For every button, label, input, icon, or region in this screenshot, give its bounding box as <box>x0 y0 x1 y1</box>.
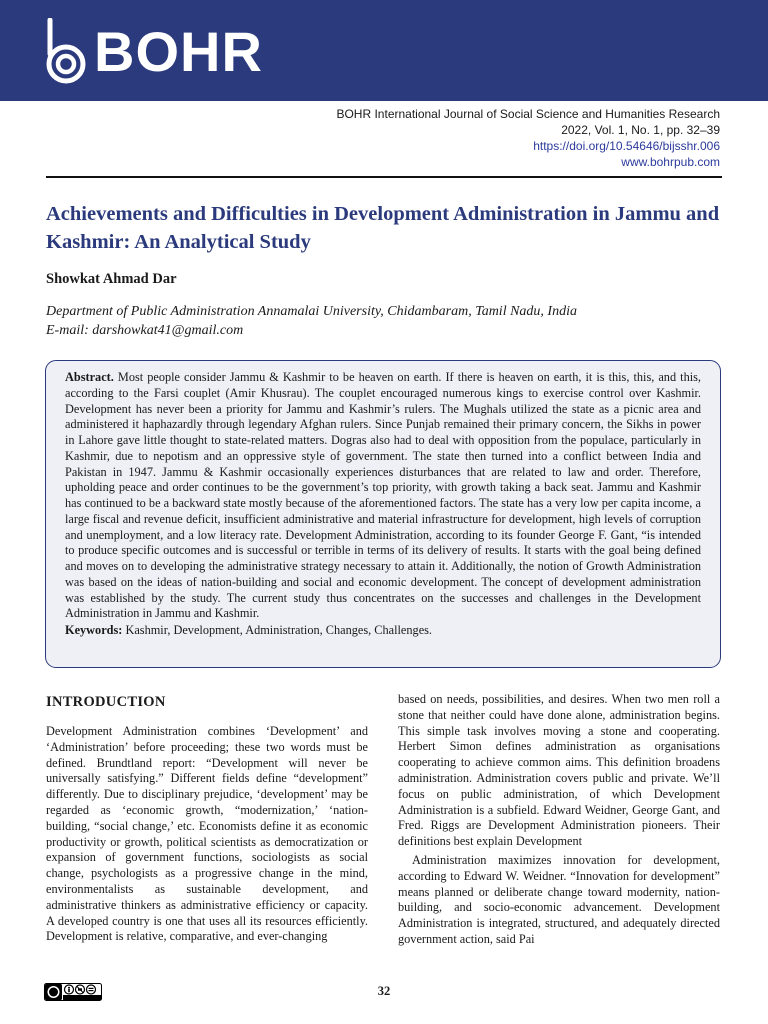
abstract-box <box>45 360 721 668</box>
page-number: 32 <box>377 984 391 998</box>
header-divider <box>46 176 722 178</box>
affiliation-block <box>46 302 577 340</box>
doi-link[interactable]: https://doi.org/10.54646/bijsshr.006 <box>533 139 720 153</box>
journal-info <box>336 106 720 170</box>
abstract-label: Abstract. <box>65 370 114 384</box>
website-link[interactable]: www.bohrpub.com <box>621 155 720 169</box>
abstract-text: Most people consider Jammu & Kashmir to be heaven on earth. If there is heaven on earth, it is this, this, and this, according to the Farsi couplet (Amir Khusrau). The couplet encouraged numerous kings to exercise control over Kashmir. Development has never been a priority for Jammu and Kashmir’s rulers. The Mughals utilized the state as a picnic area and administered it haphazardly through legendary Afghan rulers. Since Punjab remained their primary concern, the Sikhs in power in Lahore gave little thought to state-related matters. Dogras also had to deal with opposition from the populace, particularly in Kashmir, due to nepotism and an oppressive style of government. The state then turned into a conflict between India and Pakistan in 1947. Jammu & Kashmir occasionally experiences disturbances that are related to law and order. Therefore, upholding peace and order continues to be the government’s top priority, with growth taking a back seat. Jammu and Kashmir has continued to be a backward state mostly because of the aforementioned factors. The state has a very low per capita income, a large fiscal and revenue deficit, insufficient administrative and material infrastructure for development, high levels of corruption and unemployment, and a low literacy rate. Development Administration, according to its founder George F. Gant, “is intended to produce specific outcomes and is successful or terrible in terms of its delivery of results. It starts with the goal being defined and moves on to developing the administrative strategy necessary to attain it. Additionally, the notion of Growth Administration was based on the ideas of nation-building and social and economic development. The concept of development administration was established by the study. The current study thus concentrates on the successes and challenges in the Development Administration in Jammu and Kashmir. <box>65 370 701 621</box>
body-paragraph: Administration maximizes innovation for development, according to Edward W. Weidner. “Innovation for development” means planned or deliberate change toward modernity, nation-building, and socio-economic advancement. Development Administration is integrated, structured, and adequately directed government action, said Pai <box>398 852 720 946</box>
abstract <box>65 370 701 622</box>
keywords-label: Keywords: <box>65 623 123 637</box>
bohr-logo[interactable] <box>44 18 263 86</box>
section-heading: INTRODUCTION <box>46 694 166 710</box>
right-column <box>398 692 720 948</box>
body-paragraph: based on needs, possibilities, and desires. When two men roll a stone that neither could have done alone, administration begins. This simple task involves moving a stone and cooperating. Herbert Simon defines administration as organisations cooperating to achieve common aims. This definition broadens administration. Administration covers public and private. We’ll focus on public administration, of which Development Administration is a subfield. Edward Weidner, George Gant, and Fred. Riggs are Development Administration pioneers. Their definitions best explain Development <box>398 692 720 849</box>
keywords-text: Kashmir, Development, Administration, Changes, Challenges. <box>125 623 433 637</box>
logo-text: BOHR <box>94 20 263 83</box>
keywords <box>65 623 701 639</box>
author-email: E-mail: darshowkat41@gmail.com <box>46 323 244 338</box>
author-name: Showkat Ahmad Dar <box>46 271 177 287</box>
affiliation: Department of Public Administration Annamalai University, Chidambaram, Tamil Nadu, India <box>46 304 577 319</box>
volume-info: 2022, Vol. 1, No. 1, pp. 32–39 <box>561 123 720 137</box>
bohr-logo-icon <box>44 18 88 86</box>
article-title: Achievements and Difficulties in Development Administration in Jammu and Kashmir: An Analytical Study <box>46 203 720 253</box>
header-banner <box>0 0 768 101</box>
journal-name: BOHR International Journal of Social Science and Humanities Research <box>336 107 720 121</box>
left-column <box>46 692 368 945</box>
body-paragraph: Development Administration combines ‘Development’ and ‘Administration’ before proceeding; these two words must be defined. Brundtland report: “Development will never be universally satisfying.” Different fields define “development” differently. Due to disciplinary prejudice, ‘development’ may be regarded as ‘economic growth, “modernization,’ ‘nation-building, “social change,’ etc. Economists define it as economic productivity or growth, political scientists as democratization or expansion of government functions, sociologists as social change, psychologists as a progressive change in the mind, environmentalists as sustainable development, and administrative thinkers as administrative efficiency or capacity. A developed country is one that uses all its resources efficiently. Development is relative, comparative, and ever-changing <box>46 724 368 944</box>
